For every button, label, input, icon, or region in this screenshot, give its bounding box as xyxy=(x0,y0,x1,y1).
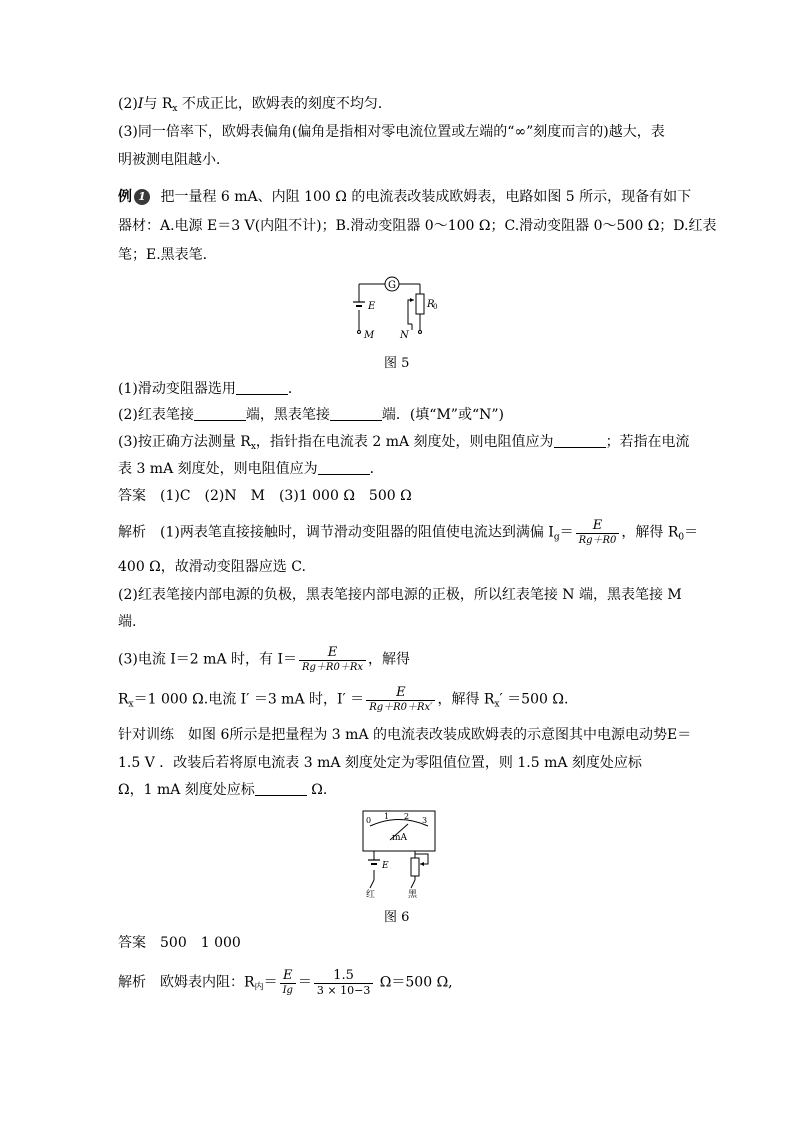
text: 与 R xyxy=(143,96,173,112)
text: (3)按正确方法测量 R xyxy=(118,434,251,450)
example-line-2: 器材：A.电源 E＝3 V(内阻不计)；B.滑动变阻器 0～100 Ω；C.滑动变阻器 0～500 Ω；D.红表 xyxy=(118,218,717,234)
subscript: 0 xyxy=(678,532,685,543)
fraction xyxy=(576,518,620,547)
question-3-cont xyxy=(118,459,384,479)
answer-1 xyxy=(118,486,412,506)
galvanometer-icon: G xyxy=(388,280,396,291)
analysis-line-4: 端. xyxy=(118,614,137,630)
label-N: N xyxy=(400,330,409,341)
scale-0: 0 xyxy=(366,816,372,825)
subscript: x xyxy=(128,699,134,710)
text: (2) xyxy=(118,96,138,112)
denominator: Ig xyxy=(280,983,296,997)
text: ，解得 R xyxy=(621,524,679,541)
label-E: E xyxy=(368,301,376,312)
paragraph-deflection-cont: 明被测电阻越小． xyxy=(118,152,230,168)
denominator: Rg＋R0＋Rx′ xyxy=(366,700,435,714)
answer-blank xyxy=(318,461,370,475)
answer-blank xyxy=(194,407,246,421)
analysis-label: 解析 xyxy=(118,524,146,541)
unit-mA: mA xyxy=(392,833,408,843)
question-3 xyxy=(118,432,690,452)
text: ． xyxy=(287,381,302,397)
text: Ω，1 mA 刻度处应标 xyxy=(118,782,255,798)
text: ′ ＝500 Ω. xyxy=(499,691,569,708)
scale-3: 3 xyxy=(422,816,428,825)
text: (1)滑动变阻器选用 xyxy=(118,381,236,397)
text: ，解得 xyxy=(368,651,410,668)
answer-text: 500 1 000 xyxy=(160,935,241,951)
label-R0: R xyxy=(427,299,435,310)
text: ＝1 000 Ω.电流 I′ ＝3 mA 时，I′ ＝ xyxy=(133,691,365,708)
example-label: 例 xyxy=(118,189,132,205)
training-line-2: 1.5 V ．改装后若将原电流表 3 mA 刻度处定为零阻值位置，则 1.5 mA 刻度处应标 xyxy=(118,755,642,771)
subscript: 内 xyxy=(254,982,264,993)
fraction xyxy=(280,968,296,997)
figure-6-ohmmeter xyxy=(360,808,440,898)
label-E: E xyxy=(382,861,389,871)
numerator: E xyxy=(592,518,603,533)
numerator: E xyxy=(327,645,338,660)
example-badge xyxy=(118,187,150,207)
answer-text: (1)C (2)N M (3)1 000 Ω 500 Ω xyxy=(160,488,412,504)
denominator: 3 × 10−3 xyxy=(314,983,373,997)
answer-blank xyxy=(554,434,606,448)
text: ＝ xyxy=(263,974,278,991)
text: ；若指在电流 xyxy=(605,434,690,450)
denominator: Rg＋R0 xyxy=(576,533,620,547)
symbol-I: I xyxy=(137,96,144,112)
example-number-icon: 1 xyxy=(134,189,150,205)
text: ＝ xyxy=(297,974,312,991)
training-line-3 xyxy=(118,780,327,800)
text: (2)红表笔接 xyxy=(118,407,194,423)
subscript: x xyxy=(250,442,256,452)
text: ＝ xyxy=(559,524,574,541)
fraction xyxy=(314,968,373,997)
text: ，指针指在电流表 2 mA 刻度处，则电阻值应为 xyxy=(255,434,554,450)
text: 表 3 mA 刻度处，则电阻值应为 xyxy=(118,461,318,477)
answer-label: 答案 xyxy=(118,935,146,951)
text: 把一量程 6 mA、内阻 100 Ω 的电流表改装成欧姆表，电路如图 5 所示，现备有如下 xyxy=(160,189,692,205)
subscript: g xyxy=(553,532,560,543)
text: ＝ xyxy=(684,524,699,541)
question-2 xyxy=(118,405,504,425)
text: (1)两表笔直接接触时，调节滑动变阻器的阻值使电流达到满偏 I xyxy=(160,524,554,541)
answer-blank xyxy=(255,782,307,796)
text: R xyxy=(118,691,129,708)
text: ． xyxy=(369,461,384,477)
label-M: M xyxy=(364,330,375,341)
fraction xyxy=(366,685,435,714)
scale-2: 2 xyxy=(404,812,410,821)
text: 端．(填“M”或“N”) xyxy=(381,407,504,423)
example-line-3: 笔；E.黑表笔． xyxy=(118,247,217,263)
analysis-line-2: 400 Ω，故滑动变阻器应选 C. xyxy=(118,559,306,575)
analysis-line-1 xyxy=(118,518,698,547)
analysis-line-5 xyxy=(118,645,410,674)
text: 端，黑表笔接 xyxy=(245,407,330,423)
answer-label: 答案 xyxy=(118,488,146,504)
answer-blank xyxy=(330,407,382,421)
analysis-2-line xyxy=(118,968,453,997)
analysis-line-6 xyxy=(118,685,568,714)
text: 欧姆表内阻：R xyxy=(160,974,255,991)
label-R0-sub: 0 xyxy=(433,303,438,311)
text: Ω＝500 Ω, xyxy=(375,974,453,991)
text: (3)电流 I＝2 mA 时，有 I＝ xyxy=(118,651,297,668)
denominator: Rg＋R0＋Rx xyxy=(299,660,366,674)
numerator: E xyxy=(282,968,293,983)
analysis-label: 解析 xyxy=(118,974,146,991)
training-line-1: 针对训练 如图 6所示是把量程为 3 mA 的电流表改装成欧姆表的示意图其中电源电动势E＝ xyxy=(118,727,692,743)
figure-5-caption: 图 5 xyxy=(384,356,410,371)
subscript: x xyxy=(494,699,500,710)
figure-6-caption: 图 6 xyxy=(384,910,410,925)
fraction xyxy=(299,645,366,674)
subscript: x xyxy=(172,104,178,114)
question-1 xyxy=(118,379,302,399)
answer-2 xyxy=(118,933,241,953)
example-line-1 xyxy=(118,187,691,207)
paragraph-deflection: (3)同一倍率下，欧姆表偏角(偏角是指相对零电流位置或左端的“∞”刻度而言的)越大，表 xyxy=(118,124,665,140)
numerator: 1.5 xyxy=(333,968,354,983)
numerator: E xyxy=(396,685,406,700)
analysis-line-3: (2)红表笔接内部电源的负极，黑表笔接内部电源的正极，所以红表笔接 N 端，黑表笔接 M xyxy=(118,587,682,603)
label-red: 红 xyxy=(366,890,376,898)
text: ，解得 R xyxy=(437,691,495,708)
scale-1: 1 xyxy=(384,812,390,821)
paragraph-linearity xyxy=(118,94,392,114)
text: Ω. xyxy=(306,782,328,798)
figure-5-circuit xyxy=(350,272,440,342)
answer-blank xyxy=(236,381,288,395)
label-black: 黑 xyxy=(408,890,418,898)
text: 不成正比，欧姆表的刻度不均匀． xyxy=(177,96,392,112)
